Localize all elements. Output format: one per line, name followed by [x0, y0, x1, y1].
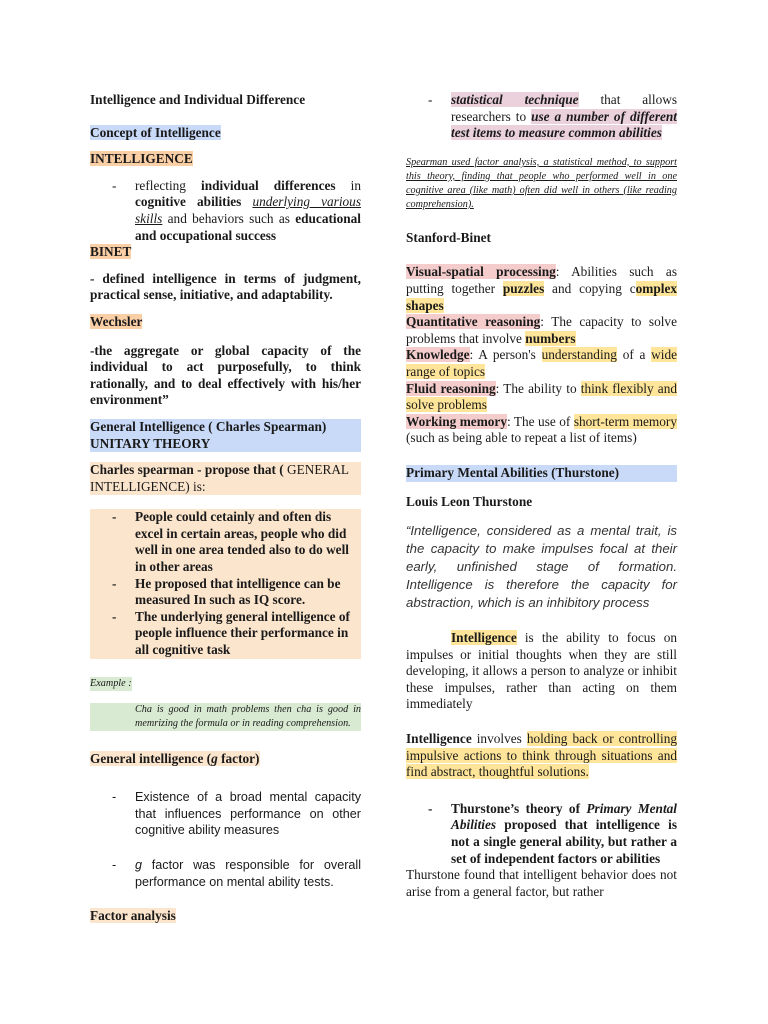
factor-quantitative: Quantitative reasoning: The capacity to solve problems that involve numbers: [406, 314, 677, 346]
intelligence-involves: Intelligence involves holding back or controlling impulsive actions to think through situations and find abstract, thoughtful solutions.: [406, 731, 677, 780]
example-text: Cha is good in math problems then cha is good in memrizing the formula or in reading comprehension.: [90, 703, 361, 731]
statistical-technique-bullet: - statistical technique that allows researchers to use a number of different test items to measure common abilities: [428, 92, 677, 141]
primary-mental-abilities-heading: Primary Mental Abilities (Thurstone): [406, 465, 677, 482]
spearman-proposal: Charles spearman - propose that ( GENERAL INTELLIGENCE) is:: [90, 462, 361, 495]
thurstone-theory-bullet: - Thurstone’s theory of Primary Mental Abilities proposed that intelligence is not a single general ability, but rather a set of independent factors or abilities: [428, 800, 677, 866]
document-title: Intelligence and Individual Difference: [90, 92, 306, 107]
thurstone-found: Thurstone found that intelligent behavior does not arise from a general factor, but rather: [406, 867, 677, 899]
binet-heading: BINET: [90, 244, 132, 260]
g-factor-heading: General intelligence (g factor): [90, 750, 260, 766]
intelligence-paragraph: Intelligence is the ability to focus on impulses or initial thoughts when they are still developing, it allows a person to analyze or inhibit these impulses, rather than acting on them immediately: [406, 630, 677, 712]
wechsler-heading: Wechsler: [90, 313, 143, 329]
wechsler-definition: -the aggregate or global capacity of the individual to act purposefully, to think rationally, and to deal effectively with his/her environment”: [90, 342, 361, 408]
factor-fluid-reasoning: Fluid reasoning: The ability to think flexibly and solve problems: [406, 380, 677, 413]
stanford-binet-factors: [406, 264, 677, 447]
right-column: [406, 92, 677, 900]
general-intelligence-heading: General Intelligence ( Charles Spearman) UNITARY THEORY: [90, 419, 361, 452]
example-label: Example :: [90, 677, 132, 689]
thurstone-quote: “Intelligence, considered as a mental trait, is the capacity to make impulses focal at their early, unfinished stage of formation. Intelligence is therefore the capacity for abstraction, which is an inhibitory process: [406, 523, 677, 611]
factor-working-memory: Working memory: The use of short-term memory (such as being able to repeat a list of items): [406, 413, 678, 446]
thurstone-name: Louis Leon Thurstone: [406, 493, 533, 509]
binet-definition: - defined intelligence in terms of judgment, practical sense, initiative, and adaptability.: [90, 270, 361, 303]
left-column: [90, 92, 361, 925]
intelligence-heading: INTELLIGENCE: [90, 151, 193, 167]
spearman-bullet: - People could cetainly and often dis excel in certain areas, people who did well in one area tended also to do well in other areas: [90, 509, 361, 575]
spearman-bullets: [90, 509, 361, 658]
factor-analysis-heading: Factor analysis: [90, 908, 176, 924]
intelligence-bullet: - reflecting individual differences in cognitive abilities underlying various skills and behaviors such as educational and occupational success: [112, 177, 362, 243]
factor-visual-spatial: Visual-spatial processing: Abilities such as putting together puzzles and copying complex shapes: [406, 264, 677, 313]
g-factor-bullet: - g factor was responsible for overall performance on mental ability tests.: [112, 858, 361, 889]
stanford-binet-heading: Stanford-Binet: [406, 229, 491, 245]
g-factor-bullet: - Existence of a broad mental capacity that influences performance on other cognitive ability measures: [112, 790, 361, 838]
spearman-bullet: - He proposed that intelligence can be measured In such as IQ score.: [90, 576, 361, 609]
concept-heading: Concept of Intelligence: [90, 124, 221, 140]
spearman-note: Spearman used factor analysis, a statistical method, to support this theory, finding that people who performed well in one cognitive area (like math) often did well in others (like reading comprehension).: [406, 156, 677, 210]
factor-knowledge: Knowledge: A person's understanding of a wide range of topics: [406, 347, 678, 379]
spearman-bullet: - The underlying general intelligence of people influence their performance in all cognitive task: [90, 609, 361, 659]
